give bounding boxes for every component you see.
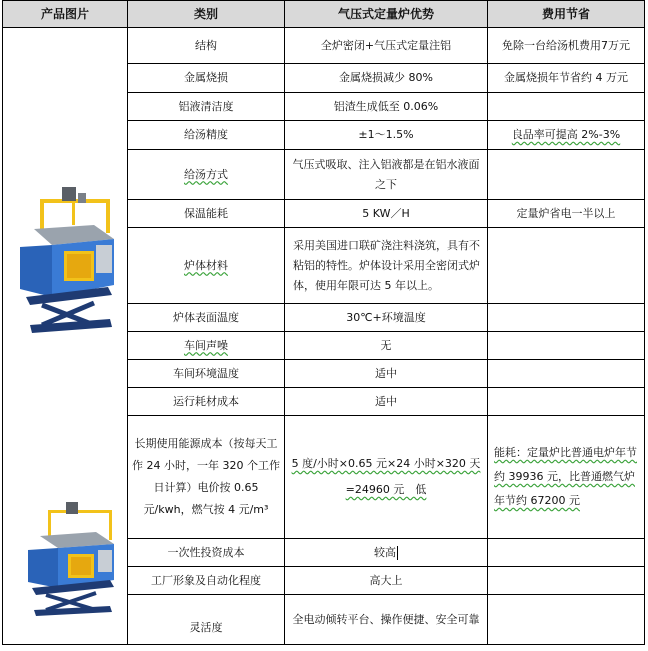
saving-text: 能耗：定量炉比普通电炉年节约 39936 元，比普通燃气炉年节约 67200 元 xyxy=(494,446,637,507)
furnace-machine-image-bottom xyxy=(18,500,124,618)
row-advantage xyxy=(285,228,488,304)
advantage-text: 适中 xyxy=(375,394,397,408)
category-text: 一次性投资成本 xyxy=(167,545,245,559)
row-saving xyxy=(488,28,645,64)
row-advantage xyxy=(285,595,488,645)
advantage-text: 5 KW／H xyxy=(362,206,410,220)
row-saving xyxy=(488,360,645,388)
row-saving xyxy=(488,64,645,93)
advantage-text: ±1～1.5% xyxy=(358,128,414,141)
advantage-text: 全电动倾转平台、操作便捷、安全可靠 xyxy=(292,612,480,626)
row-category xyxy=(128,595,285,645)
header-advantage xyxy=(285,0,488,28)
category-text: 工厂形象及自动化程度 xyxy=(151,573,261,587)
row-saving xyxy=(488,567,645,595)
row-advantage xyxy=(285,150,488,200)
saving-text: 金属烧损年节省约 4 万元 xyxy=(504,71,628,84)
category-text: 铝液清洁度 xyxy=(178,99,234,113)
row-advantage xyxy=(285,64,488,93)
row-saving xyxy=(488,228,645,304)
row-saving xyxy=(488,388,645,416)
advantage-text: 5 度/小时×0.65 元×24 小时×320 天=24960 元 低 xyxy=(291,457,481,496)
row-category xyxy=(128,228,285,304)
row-category xyxy=(128,332,285,360)
advantage-text: 铝渣生成低至 0.06% xyxy=(333,99,439,113)
row-saving xyxy=(488,595,645,645)
row-category xyxy=(128,388,285,416)
furnace-machine-drawing xyxy=(20,187,114,333)
advantage-text: 较高 xyxy=(374,545,396,559)
row-category xyxy=(128,539,285,567)
row-category xyxy=(128,200,285,228)
saving-text: 定量炉省电一半以上 xyxy=(516,206,616,220)
category-text: 车间声噪 xyxy=(184,338,228,352)
advantage-text: 全炉密闭+气压式定量注铝 xyxy=(320,38,452,52)
category-text: 结构 xyxy=(195,38,217,52)
row-advantage xyxy=(285,332,488,360)
row-advantage xyxy=(285,567,488,595)
row-advantage xyxy=(285,388,488,416)
row-category xyxy=(128,416,285,539)
header-product-image-text: 产品图片 xyxy=(40,7,89,21)
text-cursor-icon xyxy=(397,546,398,560)
advantage-text: 适中 xyxy=(375,366,397,380)
row-category xyxy=(128,64,285,93)
row-category xyxy=(128,121,285,150)
row-advantage xyxy=(285,539,488,567)
category-text: 给汤方式 xyxy=(184,167,228,181)
row-category xyxy=(128,150,285,200)
furnace-machine-drawing xyxy=(28,502,114,616)
advantage-text: 气压式吸取、注入铝液都是在铝水液面之下 xyxy=(292,157,480,191)
row-advantage xyxy=(285,121,488,150)
furnace-machine-image-top xyxy=(12,185,124,335)
row-saving xyxy=(488,539,645,567)
row-advantage xyxy=(285,304,488,332)
row-category xyxy=(128,93,285,121)
row-saving xyxy=(488,416,645,539)
header-category-text: 类别 xyxy=(193,7,218,21)
category-text: 炉体材料 xyxy=(184,258,228,272)
row-advantage xyxy=(285,200,488,228)
saving-text: 良品率可提高 2%-3% xyxy=(511,128,621,141)
advantage-text: 金属烧损减少 80% xyxy=(339,71,433,84)
advantage-text: 高大上 xyxy=(369,573,403,587)
category-text: 灵活度 xyxy=(189,621,223,634)
row-saving xyxy=(488,121,645,150)
row-advantage xyxy=(285,28,488,64)
header-product-image xyxy=(2,0,128,28)
row-saving xyxy=(488,332,645,360)
category-text: 车间环境温度 xyxy=(173,366,239,380)
row-category xyxy=(128,360,285,388)
saving-text: 免除一台给汤机费用7万元 xyxy=(502,38,630,52)
category-text: 保温能耗 xyxy=(184,206,228,220)
category-text: 炉体表面温度 xyxy=(173,310,239,324)
category-text: 运行耗材成本 xyxy=(173,394,239,408)
header-advantage-text: 气压式定量炉优势 xyxy=(337,7,434,21)
row-category xyxy=(128,28,285,64)
category-text: 金属烧损 xyxy=(184,71,228,84)
row-saving xyxy=(488,304,645,332)
category-text: 给汤精度 xyxy=(184,128,228,141)
row-saving xyxy=(488,200,645,228)
row-advantage xyxy=(285,360,488,388)
row-category xyxy=(128,304,285,332)
advantage-text: 无 xyxy=(380,338,392,352)
header-saving xyxy=(488,0,645,28)
header-saving-text: 费用节省 xyxy=(541,7,590,21)
row-advantage xyxy=(285,93,488,121)
advantage-text: 采用美国进口联矿浇注料浇筑，具有不粘铝的特性。炉体设计采用全密闭式炉体，使用年限可达 5 年以上。 xyxy=(293,238,480,292)
header-category xyxy=(128,0,285,28)
advantage-text: 30℃+环境温度 xyxy=(346,310,426,324)
row-saving xyxy=(488,150,645,200)
row-advantage xyxy=(285,416,488,539)
row-saving xyxy=(488,93,645,121)
category-text: 长期使用能源成本（按每天工作 24 小时，一年 320 个工作日计算）电价按 0.65 元/kwh，燃气按 4 元/m³ xyxy=(132,437,280,516)
row-category xyxy=(128,567,285,595)
